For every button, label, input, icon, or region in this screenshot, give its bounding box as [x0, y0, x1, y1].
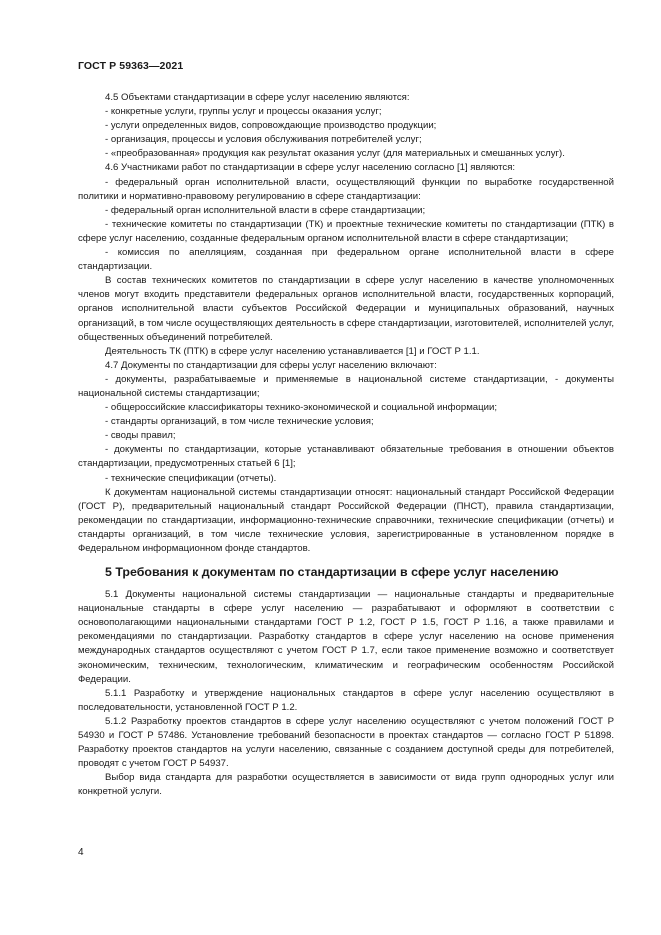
page-number: 4	[78, 847, 84, 858]
list-item: - федеральный орган исполнительной власти в сфере стандартизации;	[105, 204, 426, 216]
list-item: - стандарты организаций, в том числе технические условия;	[105, 416, 374, 428]
paragraph: К документам национальной системы стандартизации относят: национальный стандарт Российской Федерации (ГОСТ Р), предварительный национальный стандарт Российской Федерации (ПНСТ), правила стандартизации, рекомендации по стандартизации, информационно-технические справочники, технические спецификации (отчеты) и стандарты организаций, в том числе технические условия, зарегистрированные в установленном порядке в Федеральном информационном фонде стандартов.	[78, 486, 614, 554]
list-item: - конкретные услуги, группы услуг и процессы оказания услуг;	[105, 106, 382, 118]
paragraph: 5.1.2 Разработку проектов стандартов в сфере услуг населению осуществляют с учетом положений ГОСТ Р 54930 и ГОСТ Р 57486. Установление требований безопасности в проектах стандартов — согласно ГОСТ Р 51898. Разработку проектов стандартов на услуги населению, связанные с созданием доступной среды для потребителей, проводят с учетом ГОСТ Р 54937.	[78, 715, 614, 770]
paragraph: Деятельность ТК (ПТК) в сфере услуг населению устанавливается [1] и ГОСТ Р 1.1.	[105, 345, 480, 357]
paragraph: Выбор вида стандарта для разработки осуществляется в зависимости от вида групп однородных услуг или конкретной услуги.	[78, 772, 614, 798]
list-item: - своды правил;	[105, 430, 176, 442]
list-item: - документы, разрабатываемые и применяемые в национальной системе стандартизации, - документы национальной системы стандартизации;	[78, 373, 614, 399]
document-body	[78, 91, 614, 800]
list-item: - технические комитеты по стандартизации (ТК) и проектные технические комитеты по стандартизации (ПТК) в сфере услуг населению, созданные федеральным органом исполнительной власти в сфере стандартизации;	[78, 218, 614, 244]
list-item: - услуги определенных видов, сопровождающие производство продукции;	[105, 120, 437, 132]
list-item: - документы по стандартизации, которые устанавливают обязательные требования в отношении объектов стандартизации, предусмотренных статьей 6 [1];	[78, 444, 614, 470]
paragraph: 5.1 Документы национальной системы стандартизации — национальные стандарты и предварительные национальные стандарты в сфере услуг населению — разрабатывают и оформляют в соответствии с основополагающими национальными стандартами ГОСТ Р 1.2, ГОСТ Р 1.5, ГОСТ Р 1.16, а также правилами и рекомендациями по стандартизации. Разработку стандартов в сфере услуг населению на основе применения международных стандартов осуществляют с учетом ГОСТ Р 1.7, если такое применение возможно и соответствует экономическим, техническим, технологическим, климатическим и географическим особенностям Российской Федерации.	[78, 589, 614, 685]
section-5-heading: 5 Требования к документам по стандартизации в сфере услуг населению	[105, 565, 559, 580]
paragraph: 4.6 Участниками работ по стандартизации в сфере услуг населению согласно [1] являются:	[105, 162, 516, 174]
paragraph: 4.5 Объектами стандартизации в сфере услуг населению являются:	[105, 92, 410, 103]
list-item: - технические спецификации (отчеты).	[105, 472, 277, 484]
page-header-standard-id: ГОСТ Р 59363—2021	[78, 60, 184, 72]
paragraph: 5.1.1 Разработку и утверждение национальных стандартов в сфере услуг населению осуществляют в последовательности, установленной ГОСТ Р 1.2.	[78, 687, 614, 713]
paragraph: В состав технических комитетов по стандартизации в сфере услуг населению в качестве уполномоченных членов могут входить представители федеральных органов исполнительной власти, государственных корпораций, органов исполнительной власти субъектов Российской Федерации и муниципальных образований, научных организаций, в том числе осуществляющих деятельность в сфере стандартизации, изготовителей, исполнителей услуг, общественных объединений потребителей.	[78, 275, 614, 343]
list-item: - «преобразованная» продукция как результат оказания услуг (для материальных и смешанных услуг).	[105, 148, 565, 160]
list-item: - федеральный орган исполнительной власти, осуществляющий функции по выработке государственной политики и нормативно-правовому регулированию в сфере стандартизации:	[78, 176, 614, 202]
list-item: - комиссия по апелляциям, созданная при федеральном органе исполнительной власти в сфере стандартизации.	[78, 247, 614, 273]
list-item: - общероссийские классификаторы технико-экономической и социальной информации;	[105, 402, 498, 414]
paragraph: 4.7 Документы по стандартизации для сферы услуг населению включают:	[105, 359, 437, 371]
list-item: - организация, процессы и условия обслуживания потребителей услуг;	[105, 134, 422, 146]
